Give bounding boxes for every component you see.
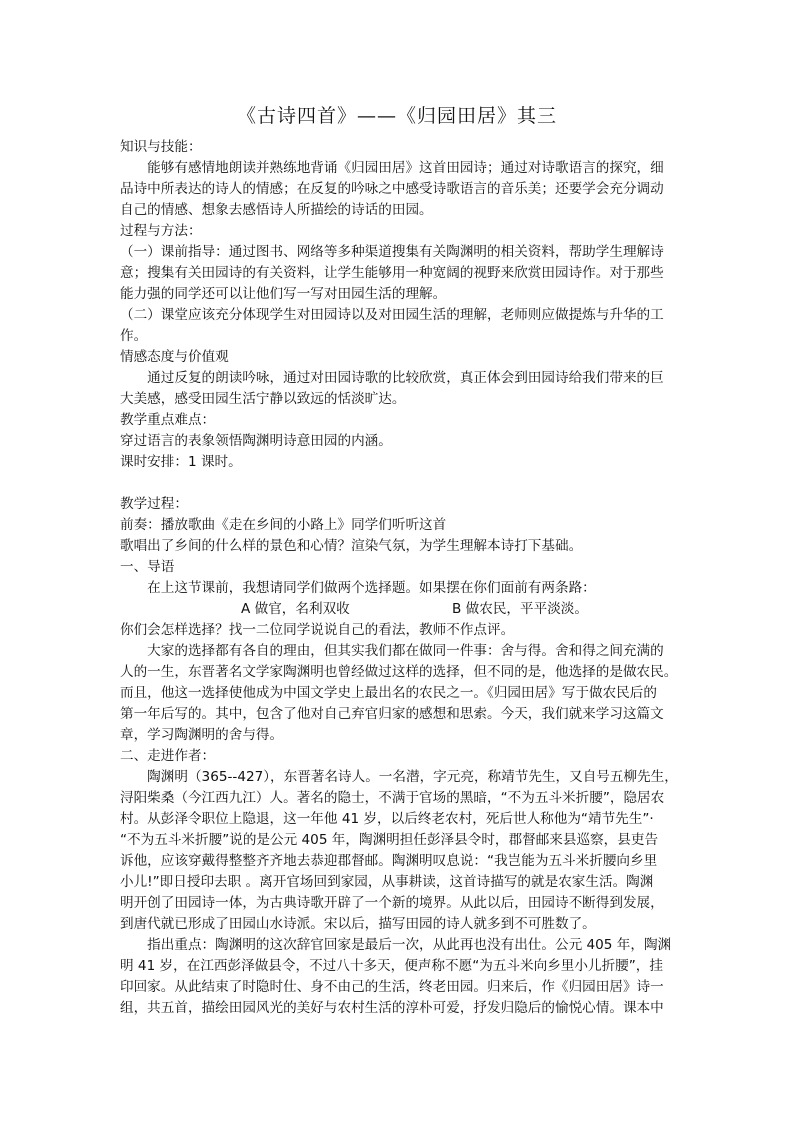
text-line: （一）课前指导：通过图书、网络等多种渠道搜集有关陶渊明的相关资料，帮助学生理解诗 <box>120 244 664 260</box>
text-line: 小儿!”即日授印去职 。离开官场回到家园，从事耕读，这首诗描写的就是农家生活。陶渊 <box>120 874 654 890</box>
text-line: 到唐代就已形成了田园山水诗派。宋以后，描写田园的诗人就多到不可胜数了。 <box>120 916 596 932</box>
text-line: 陶渊明（365--427），东晋著名诗人。一名潜，字元亮，称靖节先生，又自号五柳先生， <box>120 769 678 785</box>
text-line: 品诗中所表达的诗人的情感；在反复的吟咏之中感受诗歌语言的音乐美；还要学会充分调动 <box>120 181 664 197</box>
option-b: B 做农民，平平淡淡。 <box>452 601 588 617</box>
section-heading-author: 二、走进作者： <box>120 748 216 764</box>
text-line: 能够有感情地朗读并熟练地背诵《归园田居》这首田园诗；通过对诗歌语言的探究，细 <box>120 160 664 176</box>
text-line: 作。 <box>120 328 148 344</box>
text-line: 通过反复的朗读吟咏，通过对田园诗歌的比较欣赏，真正体会到田园诗给我们带来的巨 <box>120 370 664 386</box>
text-line: 自己的情感、想象去感悟诗人所描绘的诗话的田园。 <box>120 202 433 218</box>
section-heading-process: 过程与方法： <box>120 223 202 239</box>
text-line: 课时安排：1 课时。 <box>120 454 242 470</box>
text-line: 在上这节课前，我想请同学们做两个选择题。如果摆在你们面前有两条路： <box>120 580 596 596</box>
section-heading-emotion: 情感态度与价值观 <box>120 349 229 365</box>
text-line: 意；搜集有关田园诗的有关资料，让学生能够用一种宽阔的视野来欣赏田园诗作。对于那些 <box>120 265 664 281</box>
section-heading-intro: 一、导语 <box>120 559 175 575</box>
text-line: 浔阳柴桑（今江西九江）人。著名的隐士，不满于官场的黑暗，“不为五斗米折腰”，隐居农 <box>120 790 665 806</box>
text-line: 诉他，应该穿戴得整整齐齐地去恭迎郡督邮。陶渊明叹息说：“我岂能为五斗米折腰向乡里 <box>120 853 658 869</box>
document-title: 《古诗四首》——《归园田居》其三 <box>236 105 557 127</box>
text-line: （二）课堂应该充分体现学生对田园诗以及对田园生活的理解，老师则应做提炼与升华的工 <box>120 307 664 323</box>
text-line: 穿过语言的表象领悟陶渊明诗意田园的内涵。 <box>120 433 392 449</box>
section-heading-teaching-process: 教学过程： <box>120 496 188 512</box>
section-heading-knowledge: 知识与技能： <box>120 139 202 155</box>
text-line: 村。从彭泽令职位上隐退，这一年他 41 岁，以后终老农村，死后世人称他为“靖节先生”· <box>120 811 654 827</box>
text-line: 明开创了田园诗一体，为古典诗歌开辟了一个新的境界。从此以后，田园诗不断得到发展， <box>120 895 664 911</box>
text-line: 前奏：播放歌曲《走在乡间的小路上》同学们听听这首 <box>120 517 447 533</box>
text-line: 能力强的同学还可以让他们写一写对田园生活的理解。 <box>120 286 447 302</box>
text-line: 指出重点：陶渊明的这次辞官回家是最后一次，从此再也没有出仕。公元 405 年，陶渊 <box>120 937 672 953</box>
text-line: 大家的选择都有各自的理由，但其实我们都在做同一件事：舍与得。舍和得之间充满的 <box>120 643 664 659</box>
text-line: “不为五斗米折腰”说的是公元 405 年，陶渊明担任彭泽县令时，郡督邮来县巡察，县吏告 <box>120 832 659 848</box>
text-line: 而且，他这一选择使他成为中国文学史上最出名的农民之一。《归园田居》写于做农民后的 <box>120 685 657 701</box>
text-line: 第一年后写的。其中，包含了他对自己弃官归家的感想和思索。今天，我们就来学习这篇文 <box>120 706 664 722</box>
text-line: 组，共五首，描绘田园风光的美好与农村生活的淳朴可爱，抒发归隐后的愉悦心情。课本中 <box>120 1000 664 1016</box>
option-a: A 做官，名利双收 <box>241 601 350 617</box>
section-heading-key-points: 教学重点难点： <box>120 412 216 428</box>
text-line: 大美感，感受田园生活宁静以致远的恬淡旷达。 <box>120 391 406 407</box>
text-line: 印回家。从此结束了时隐时仕、身不由己的生活，终老田园。归来后，作《归园田居》诗一 <box>120 979 664 995</box>
text-line: 歌唱出了乡间的什么样的景色和心情？渲染气氛，为学生理解本诗打下基础。 <box>120 538 583 554</box>
text-line: 章，学习陶渊明的舍与得。 <box>120 727 284 743</box>
text-line: 你们会怎样选择？找一二位同学说说自己的看法，教师不作点评。 <box>120 622 515 638</box>
text-line: 人的一生，东晋著名文学家陶渊明也曾经做过这样的选择，但不同的是，他选择的是做农民。 <box>120 664 678 680</box>
text-line: 明 41 岁，在江西彭泽做县令，不过八十多天，便声称不愿“为五斗米向乡里小儿折腰”，挂 <box>120 958 663 974</box>
